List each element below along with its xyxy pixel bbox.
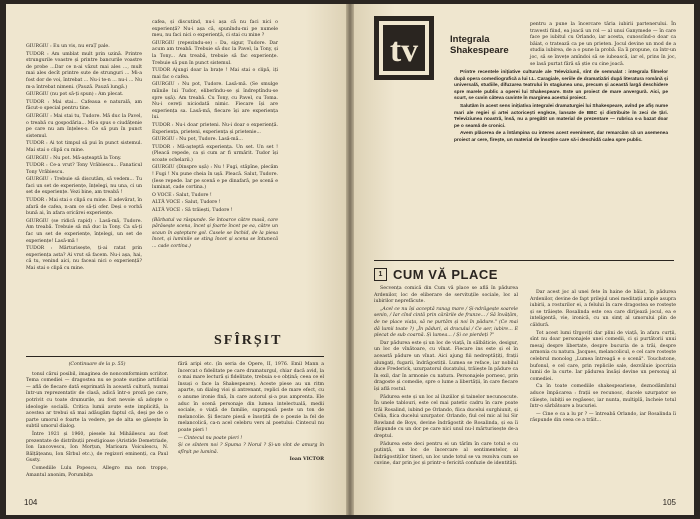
paragraph: Comediile Lulu Popescu, Allegro ma non troppo, Amantul anonim, Porumbița [26,465,168,478]
paragraph: ALTĂ VOCE : Salut, Tudore ! [152,200,221,206]
paragraph: Dar pădurea este și un loc de viață, în sălbăticie, desigur, un loc de vînătoare, cu vînat. Fiecare ins este și el în această pădure un vînat. Aici ajung fiii nedreptățiți, frații alungați, fugarii, îndrăgostiții. Lumea se reface, iar nobilul duce Frederick, uzurpatorul ducatului, trăiește în pădure ca în exil, dar în armonie cu natura. Personajele pornesc, prin dragoste și comedie, spre o lume a libertății, în care fiecare își află rostul. [374,340,518,392]
left-lower-column-b [178,362,324,465]
paragraph: O VOCE : Salut, Tudore ! [152,192,212,198]
page-number: 105 [662,498,676,507]
section-number: 1 [374,268,387,281]
paragraph: GIURGIU : Nu pot, Tudore. Lasă-mă... [152,137,243,143]
paragraph: TUDOR : Mărturisește, ți-ai ratat prin experiența asta? Ai vrut să facem. Nu-i așa, hai, că tu, venind aici, nu faceai nici o experiență? Mai stai o clipă cu mine. [26,246,142,271]
left-lower-column-a [26,362,168,480]
tv-logo-icon [374,16,434,80]
left-column-a [26,44,142,274]
paragraph: TUDOR : Mă-așteptă experiența. Un set. Un set ! (Pleacă repede, ca și cum ar fi urmărit. Tudor își scoate ochelarii.) [152,144,278,163]
book-gutter [346,4,354,515]
paragraph: GIURGIU : Eu un vis, nu eraȚ pale. [26,44,110,49]
section-heading [374,267,498,282]
paragraph: ALTĂ VOCE : Să trăiești, Tudore ! [152,208,233,214]
paragraph: TUDOR : Am umblat mult prin uzină. Printre strungurile voastre și printre bancurile voastre de probe ...Dar ce n-ai văzut mai ales ..., mult mai ales decît printre sute de strunguri ... Mi-a fost dor de voi, întrebat ... Nu-i te-n ... nu-i ... Nu m-a întrebat nimeni. (Pauză. Pauză lungă.) [26,51,142,90]
paragraph: cafea, și discutind, nu-i așa că nu faci nici o experiență? Nu-i așa că, spunîndu-mi pe numele meu, nu faci nici o experiență, ci stai cu mine ? [152,20,278,39]
paragraph: Tot acest lumi tîrgoviți dar plini de viață, în afara curții, sînt nu doar personajele unei comedii, ci și purtătorii unui mesaj despre libertate, despre bucuria de a trăi, despre armonia cu natura. Jacques, melancolicul, e cel care rostește celebrul monolog „Lumea întreagă e o scenă". Touchstone, bufonul, e cel care, prin replicile sale, dezvăluie ipocrizia lumii de la curte. Iar pădurea însăși devine un personaj al comediei. [530,330,676,382]
paragraph: TUDOR : Ai tot timpul să pui în punct sistemul. Mai stai o clipă cu mine. [26,141,142,153]
paragraph: TUDOR : Ce-a vrut? Tony Vrăbiescu... Fanaticul Tony Vrăbiescu. [26,163,142,175]
continuation-label: (Continuare de la p. 55) [68,362,126,367]
quote-paragraph: „Acel ce nu își acceptă ranag mare / Și-ndrăgește soarele senin, / Iar cînd cintă prin cărările de frunze... / Să învățăm, de ne place viața, să ne purtăm și noi în pădure." (Ce mai dă lumii toate ?) „În păduri, ai dracului / Ce aer, iubire... E plecat de sub coarnă. Și lumea... / Și ce pierdeți ?" [374,306,518,339]
lead-paragraph: Avem plăcerea de a întâmpina cu interes acest eveniment, dar remarcăm că un asemenea proiect ar cere, firește, un material de însoțire care să-i deschidă calea spre public. [454,131,668,143]
paragraph: TUDOR : Mai stai o clipă cu mine. E adevărat, în afară de cafea, n-am ce să-ți ofer. Deși o vorbă bună ai, în afara oricărei experiențe. [26,198,142,217]
paragraph: GIURGIU (se ridică rapid) : Lasă-mă, Tudore. Am treabă. Trebuie să mă duc la Tony. Ca să-ți fac un set de experiențe, înțelegi, un set de experiențe! Lasă-mă ! [26,218,142,244]
paragraph: GIURGIU : Mai stai tu, Tudore. Mă duc la Pavel, o treabă cu gospodăria... Mi-a spus o ciudățenie pe care nu am înțeles-o. Ce să pun în punct sistemul. [26,113,142,139]
paragraph: Pădurea este deci pentru ei un tărîm în care totul e cu putință, un loc de încercare al sentimentelor, al îndrăgostiților tineri, un loc unde totul se va rezolva cum se cuvine, dar prin joc și printr-o fericită confuzie de identități. [374,441,518,467]
paragraph: Dar acest joc al unei fete în haine de băiat, în pădurea Ardenilor, devine de fapt prilejul unei meditații ample asupra iubirii, a rosturilor ei, a felului în care dragostea se rostește și se trăiește. Rosalinda este cea care dirijează jocul, ea e inteligentă, vie, ironică, cu un simț al umorului plin de căldură. [530,290,676,328]
page-number: 104 [24,498,38,507]
paragraph: GIURGIU (repezindu-se) : Da, sigur, Tudore. Dar acum am treabă. Trebuie să duc la Pavel, la Tony, și la Tony... Am treabă, trebuie să fac experiențe. Trebuie să pun în punct sistemul. [152,40,278,66]
divider [26,356,324,357]
paragraph: — Cintecul nu poate pieri ! [178,435,243,441]
paragraph: fără aripi etc. (în seria de Opere, II, 1976. Emil Mann a încercat o fidelitate pe care dramaturgul, chiar dacă avid, la o mai mare lectură și fidelitate, trebuia s-o obțină; ceea ce el însuși o face la Shakespeare). Aceste piese au un ritm aparte, un dialog vioi și antrenant, replici de mare efect, cu o anume ironie fină, în care autorul și-a pus amprenta. Ele aduc în scenă personaje din lumea intelectuală, medii sociale, o viață de familie, suprapusă peste un ton de melancolie. Și fiecare piesă e însoțită de o poezie la fel de melancolică, ca-n acel celebru vers al poetului: Cintecul nu poate pieri ! [178,362,324,433]
paragraph: Și ce sîntem noi ? Spuma ? Norul ? Și-un vînt de amurg în sfîrșit pe lumină. [178,443,324,455]
paragraph: TUDOR : Nu-i doar prieteni. Nu-i doar o experiență. Experiența, prieteni, experiența și prietenie... [152,122,278,135]
paragraph: tonul cărui posibil, imaginea de noncomformism scriitor. Tema comediei — dragostea nu se poate susține artificial — află de fiecare dată exprimată în această cultură, numai într-un reprezentativ de clasă, adică într-o proză pe care, potrivit cu toate drumurile, au fost nevoie să adopte o ideologie socială. Critica lumii avute este implicită, la acestea ar trebui să mai adăugăm faptul că, deși pe de o parte umorul e foarte la vedere, pe de alta se găsește în subtil umorul dialog. [26,371,168,430]
left-page [6,4,346,515]
paragraph: GIURGIU : Nu pot. Mă-așteaptă la Tony. [26,155,122,161]
paragraph: Secvența comică din Cum vă place se află în pădurea Ardenilor, loc de eliberare de servituțile sociale, loc al iubirilor neprefăcute. [374,286,518,305]
paragraph: pentru a pune la încercare tăria iubirii partenerului. În travesti fiind, ea joacă un rol — al unui Ganymede — în care face pe iubitul cu Orlando, iar acesta, cunoscînd-o doar ca băiat, o tratează ca pe un prieten. Jocul devine un mod de a studia iubirea, de a o pune la probă. Ea îi propune, ca într-un joc, să se învețe amîndoi să se iubească, iar el, prins în joc, se lasă purtat fără să știe cu cine joacă. [530,22,676,67]
paragraph: GIURGIU : Nu pot, Tudore. Lasă-mă. (Se smulge mîinile lui Tudor, eliberîndu-se și îndreptîndu-se spre ușă). Am treabă. Cu Tony, cu Pavel, cu Toma. Nu-i cereți niciodată nimic. Fiecare își are experiența sa. Lasă-mă, fiecare își are experiența lui. [152,82,278,121]
paragraph: GIURGIU (nu pot să-ți spun) : Am plecat. [26,92,124,98]
lead-paragraph: Salutăm în acest sens inițiativa integralei dramaturgiei lui Shakespeare, avînd pe afiș nume mari ale regiei și artei actoricești engleze, lansate de BBC și distribuite în zeci de țări. Televiziunea noastră, însă, nu a pregătit un material de prezentare — rubrica s-a bazat doar pe o seamă de cronici. [454,103,668,129]
paragraph: — Cine e ca a lu pr ? — întreabă Orlando, iar Rosalinda îi răspunde din ceea ce a trăit... [530,411,676,424]
right-column-a [374,286,518,469]
title-line-2: Shakespeare [450,45,509,56]
right-column-b-top [530,22,676,69]
right-column-b [530,290,676,426]
title-line-1: Integrala [450,34,490,45]
magazine-spread [6,4,694,515]
lead-paragraph: Printre recentele inițiative culturale ale Televiziunii, sînt de semnalat : integrala filmelor după opera comediografică a lui I.L. Caragiale, seriile de dramatizări după literatura română și universală, studiile, difuzarea teatrului în stagiunea unu, precum și această largă deschidere spre marele public a operei lui Shakespeare. Este un proiect de mare anvergură. Aici, pe scurt, se cuvin câteva cuvinte în marginea acestui proiect. [454,70,668,102]
paragraph: GIURGIU (Dinspre ușă) : Nu ! Fugi, stăpîne, plecăm ! Fugi ! Nu pune cheia în ușă. Pleacă. Salut, Tudore. (Iese repede. Iar pe scenă e pe dinafară, pe scenă e luminat, cade cortina.) [152,165,278,191]
paragraph: TUDOR : Mai stai... Cafeaua e naturală, am făcut-o special pentru tine. [26,99,142,112]
end-word: SFÎRȘIT [214,333,283,348]
paragraph: Între 1921 și 1960, piesele lui Mihăilescu au fost prezentate de distribuții prestigioase (Aristide Demetriade, Ion Iancovescu, Ion Morțun, Marioara Voiculescu, N. Bălțățeanu, Ion Sîrbul etc.), de regizori eminenți, ca Paul Gusty. [26,431,168,464]
logo-text: tv [389,32,419,69]
italic-stage-note: (Bărbatul va răspunde. Se întoarce către masă, care părăsește scena, încet și foarte încet pe ea, către un scaun în așteptare gol. Casele se închid, de la piesa încet, și luminile se sting încet și scena se întunecă ... cade cortina.) [152,217,278,249]
paragraph: TUDOR Ajungi doar la brațe ! Mai stai o clipă, iți mai fac o cafea. [152,68,278,80]
left-column-b [152,20,278,252]
author-signature: Ioan VICTOR [289,457,324,463]
divider [374,260,674,261]
article-title [450,34,509,56]
right-page [354,4,694,515]
paragraph: Ca în toate comediile shakespeariene, deznodămîntul aduce împăcarea : frații se recunosc, ducele uzurpator se căiește, iubiții se regăsesc, iar nunta, multiplă, încheie totul într-o sărbătoare a bucuriei. [530,384,676,410]
paragraph: Pădurea este și un loc al iluziilor și tainelor necunoscute. În unele tablouri, este cel mai patetic cadru în care poate trăi Rosalind, iubind pe Orlando, fiica ducelui surghiunit, și Celia, fiica ducelui uzurpator. Orlando, fiul cel mic al lui Sir Rowland de Boys, devine îndrăgostit de Rosalinda, și ea îi răspunde cu un dor pe care nici unul nu-l mărturisește de-a dreptul. [374,394,518,440]
paragraph: GIURGIU : Trebuie să discutăm, să vedem... Tu faci un set de experiențe, înțelegi, nu una, ci un set de experiențe. Vezi bine, am treabă ! [26,177,142,196]
section-title: CUM VĂ PLACE [393,267,498,282]
lead-paragraphs [454,70,668,146]
